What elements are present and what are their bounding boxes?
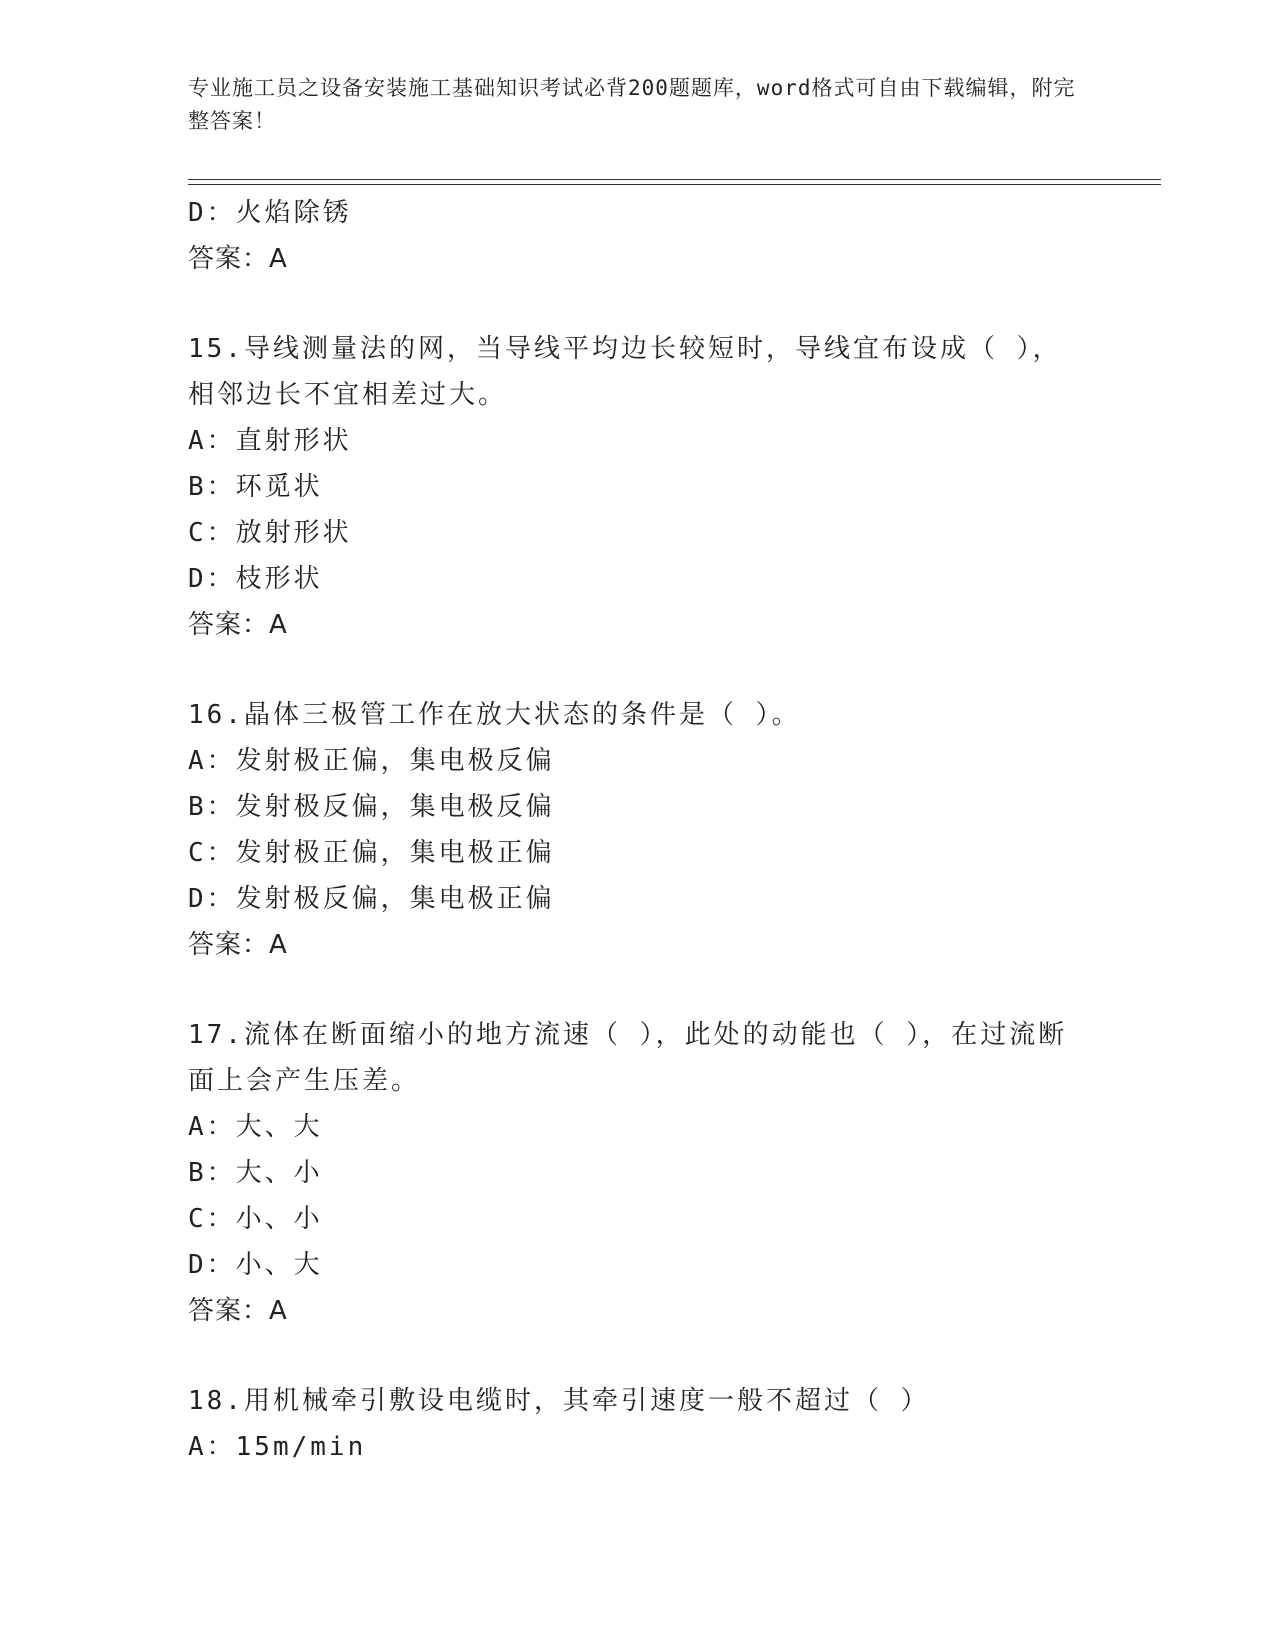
question-list [188,190,1088,1470]
option-b: B：环觅状 [188,472,323,502]
option-b: B：发射极反偏，集电极反偏 [188,792,555,822]
answer-label: 答案： [188,244,270,274]
question-stem: 18.用机械牵引敷设电缆时，其牵引速度一般不超过（ ） [188,1386,930,1416]
option-a: A：15m/min [188,1432,367,1462]
option-c: C：放射形状 [188,518,352,548]
option-c: C：小、小 [188,1204,323,1234]
answer-value: A [269,930,288,960]
answer-value: A [269,610,288,640]
header-divider-top [188,179,1161,180]
option-a: A：直射形状 [188,426,352,456]
question-stem: 15.导线测量法的网，当导线平均边长较短时，导线宜布设成（ ），相邻边长不宜相差过大。 [188,334,1062,410]
option-d: D：枝形状 [188,564,323,594]
answer-label: 答案： [188,930,270,960]
answer-value: A [269,1296,288,1326]
answer-line [188,236,1088,282]
question-stem: 17.流体在断面缩小的地方流速（ ），此处的动能也（ ），在过流断面上会产生压差。 [188,1020,1068,1096]
option-c: C：发射极正偏，集电极正偏 [188,838,555,868]
question-stem: 16.晶体三极管工作在放大状态的条件是（ ）。 [188,700,801,730]
answer-line [188,922,1088,968]
option-a: A：大、大 [188,1112,323,1142]
option-d: D：火焰除锈 [188,198,352,228]
answer-label: 答案： [188,610,270,640]
document-title: 专业施工员之设备安装施工基础知识考试必背200题题库，word格式可自由下载编辑，附完整答案！ [188,76,1076,133]
option-b: B：大、小 [188,1158,323,1188]
answer-line [188,602,1088,648]
answer-value: A [269,244,288,274]
option-d: D：小、大 [188,1250,323,1280]
answer-label: 答案： [188,1296,270,1326]
option-d: D：发射极反偏，集电极正偏 [188,884,555,914]
document-header [188,72,1088,138]
option-a: A：发射极正偏，集电极反偏 [188,746,555,776]
answer-line [188,1288,1088,1334]
header-divider-bottom [188,184,1161,185]
